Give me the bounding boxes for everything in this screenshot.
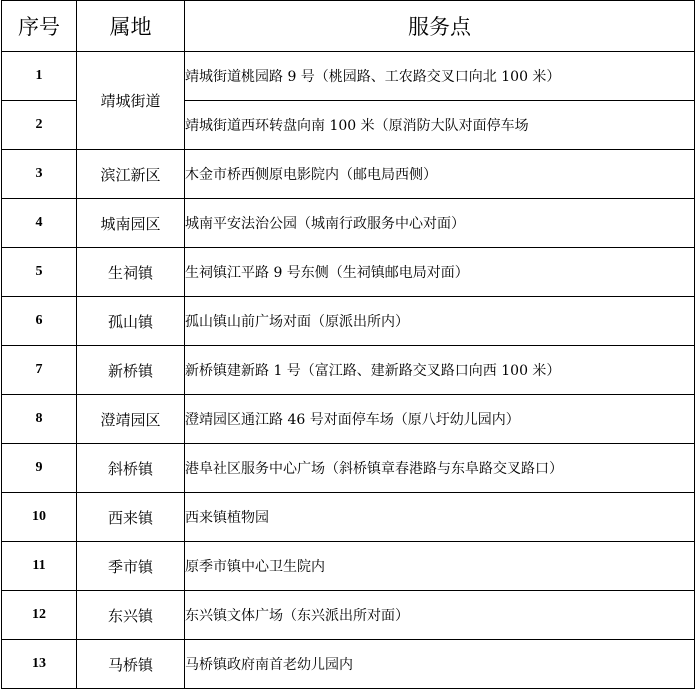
table-row xyxy=(2,542,695,591)
table-row xyxy=(2,591,695,640)
row-location: 生祠镇 xyxy=(77,248,185,297)
row-number: 10 xyxy=(2,493,77,542)
row-number: 13 xyxy=(2,640,77,689)
table-row xyxy=(2,493,695,542)
row-service-point: 靖城街道桃园路 9 号（桃园路、工农路交叉口向北 100 米） xyxy=(185,52,695,101)
table-row xyxy=(2,395,695,444)
table-row xyxy=(2,150,695,199)
row-location: 马桥镇 xyxy=(77,640,185,689)
row-number: 1 xyxy=(2,52,77,101)
table-row xyxy=(2,248,695,297)
table-row xyxy=(2,346,695,395)
header-no: 序号 xyxy=(2,1,77,52)
row-service-point: 新桥镇建新路 1 号（富江路、建新路交叉路口向西 100 米） xyxy=(185,346,695,395)
row-service-point: 孤山镇山前广场对面（原派出所内） xyxy=(185,297,695,346)
row-location: 斜桥镇 xyxy=(77,444,185,493)
service-points-table xyxy=(1,0,695,689)
row-location: 滨江新区 xyxy=(77,150,185,199)
row-location: 澄靖园区 xyxy=(77,395,185,444)
row-location: 新桥镇 xyxy=(77,346,185,395)
table-row xyxy=(2,444,695,493)
table-row xyxy=(2,52,695,101)
row-service-point: 原季市镇中心卫生院内 xyxy=(185,542,695,591)
header-row xyxy=(2,1,695,52)
row-service-point: 马桥镇政府南首老幼儿园内 xyxy=(185,640,695,689)
row-number: 12 xyxy=(2,591,77,640)
row-service-point: 港阜社区服务中心广场（斜桥镇章春港路与东阜路交叉路口） xyxy=(185,444,695,493)
row-number: 9 xyxy=(2,444,77,493)
row-location: 孤山镇 xyxy=(77,297,185,346)
row-service-point: 木金市桥西侧原电影院内（邮电局西侧） xyxy=(185,150,695,199)
row-location: 东兴镇 xyxy=(77,591,185,640)
table-row xyxy=(2,297,695,346)
row-location: 西来镇 xyxy=(77,493,185,542)
table-row xyxy=(2,199,695,248)
row-number: 5 xyxy=(2,248,77,297)
row-service-point: 东兴镇文体广场（东兴派出所对面） xyxy=(185,591,695,640)
row-location: 城南园区 xyxy=(77,199,185,248)
row-number: 2 xyxy=(2,101,77,150)
header-location: 属地 xyxy=(77,1,185,52)
row-number: 4 xyxy=(2,199,77,248)
table-row xyxy=(2,640,695,689)
row-location: 季市镇 xyxy=(77,542,185,591)
row-service-point: 澄靖园区通江路 46 号对面停车场（原八圩幼儿园内） xyxy=(185,395,695,444)
row-location: 靖城街道 xyxy=(77,52,185,150)
row-service-point: 城南平安法治公园（城南行政服务中心对面） xyxy=(185,199,695,248)
row-number: 7 xyxy=(2,346,77,395)
row-service-point: 西来镇植物园 xyxy=(185,493,695,542)
row-number: 8 xyxy=(2,395,77,444)
row-service-point: 靖城街道西环转盘向南 100 米（原消防大队对面停车场 xyxy=(185,101,695,150)
row-service-point: 生祠镇江平路 9 号东侧（生祠镇邮电局对面） xyxy=(185,248,695,297)
header-service-point: 服务点 xyxy=(185,1,695,52)
row-number: 6 xyxy=(2,297,77,346)
row-number: 11 xyxy=(2,542,77,591)
row-number: 3 xyxy=(2,150,77,199)
